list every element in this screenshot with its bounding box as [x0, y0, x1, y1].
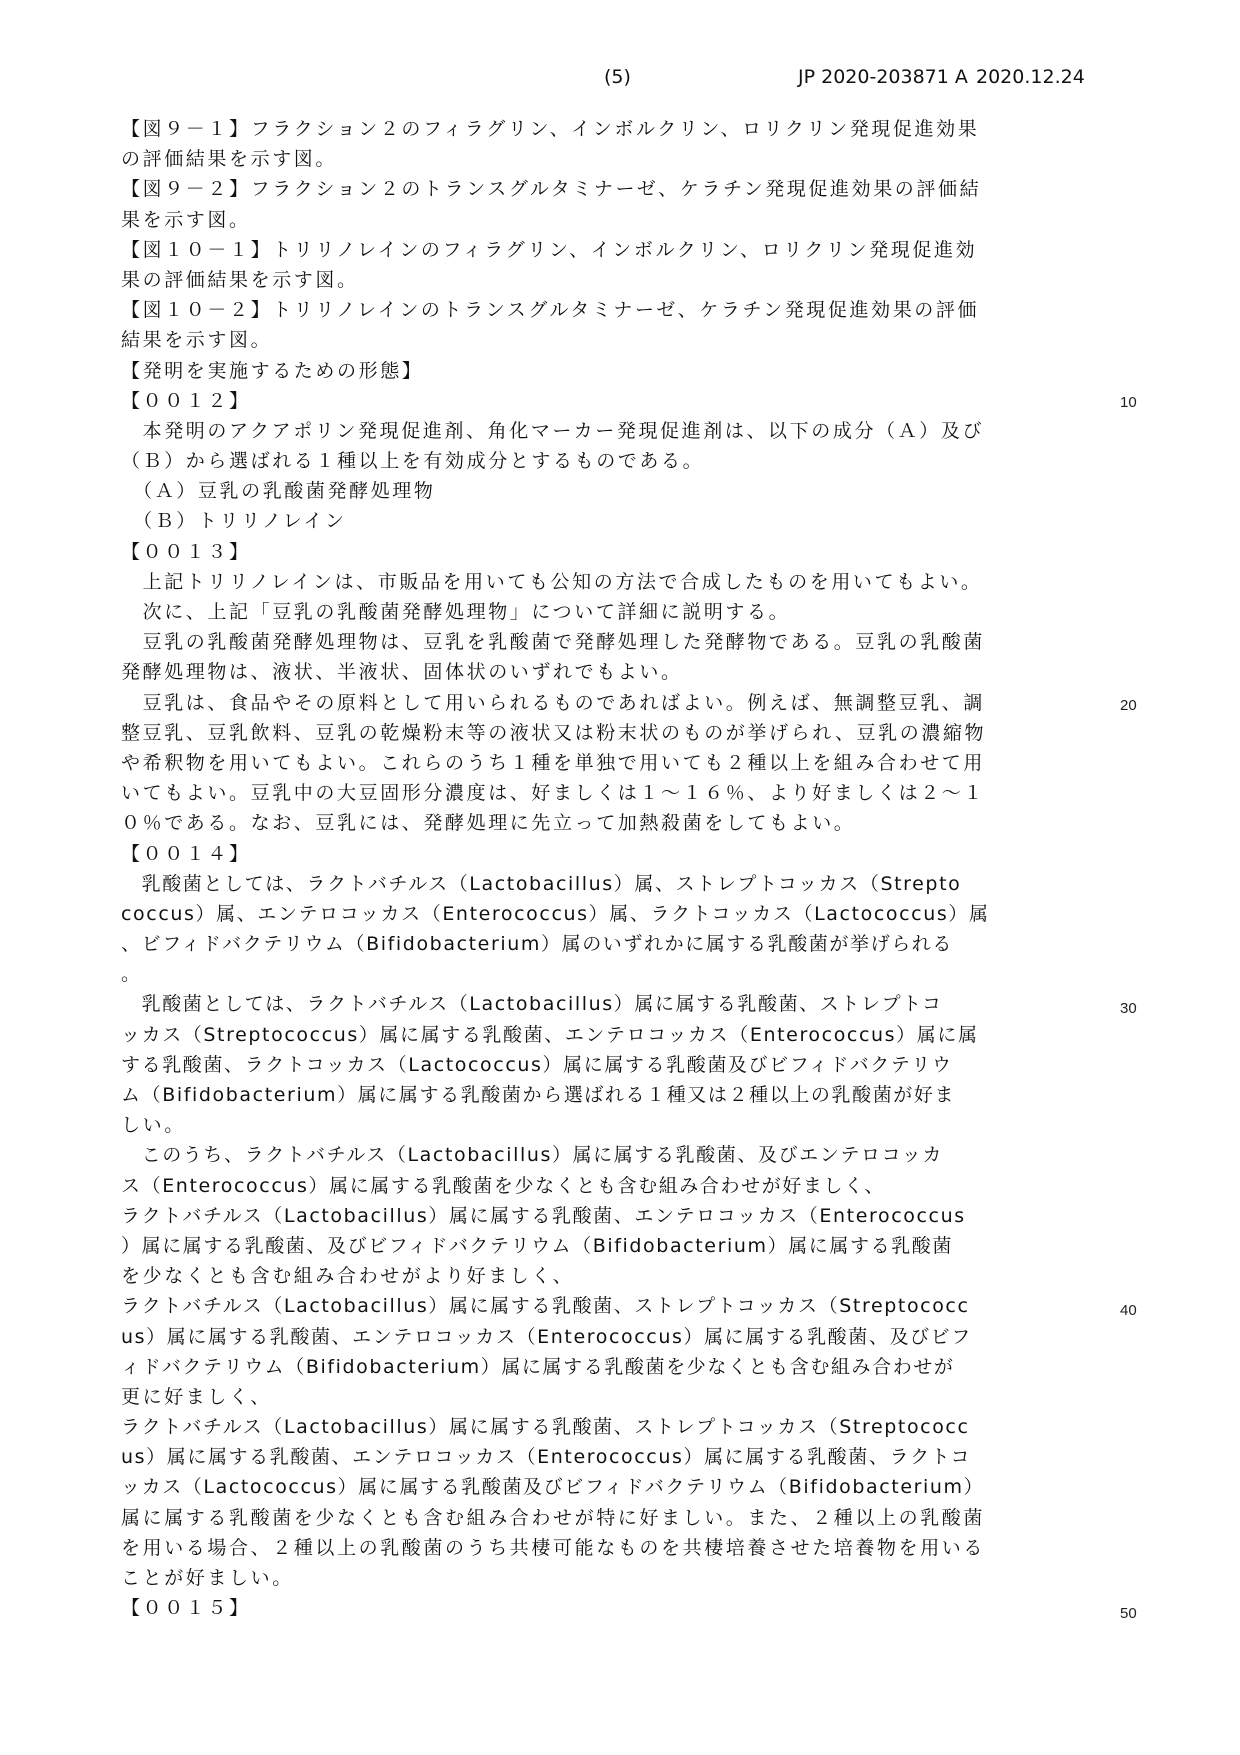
text-line: 乳酸菌としては、ラクトバチルス（Lactobacillus）属に属する乳酸菌、ストレプトコ [121, 993, 943, 1016]
line-number-20: 20 [1120, 697, 1137, 714]
paragraph-number: 【００１５】 [121, 1597, 251, 1620]
publication-date: 2020.12.24 [976, 66, 1085, 88]
line-number-50: 50 [1120, 1605, 1137, 1622]
text-line: 【図９－２】フラクション２のトランスグルタミナーゼ、ケラチン発現促進効果の評価結 [121, 178, 982, 201]
text-line: ム（Bifidobacterium）属に属する乳酸菌から選ばれる１種又は２種以上の乳酸菌が好ま [121, 1084, 956, 1106]
text-line: （Ｂ）トリリノレイン [121, 510, 347, 533]
text-line: 本発明のアクアポリン発現促進剤、角化マーカー発現促進剤は、以下の成分（Ａ）及び [121, 419, 985, 442]
text-line: ）属に属する乳酸菌、及びビフィドバクテリウム（Bifidobacterium）属に属する乳酸菌 [121, 1234, 954, 1257]
text-line: を少なくとも含む組み合わせがより好ましく、 [121, 1265, 575, 1288]
line-number-10: 10 [1120, 394, 1137, 411]
line-number-40: 40 [1120, 1302, 1137, 1319]
paragraph-number: 【００１４】 [121, 842, 251, 865]
text-line: 【図１０－１】トリリノレインのフィラグリン、インボルクリン、ロリクリン発現促進効 [121, 238, 978, 261]
line-number-30: 30 [1120, 1000, 1137, 1017]
text-line: の評価結果を示す図。 [121, 148, 338, 171]
text-line: 次に、上記「豆乳の乳酸菌発酵処理物」について詳細に説明する。 [121, 601, 791, 623]
text-line: 豆乳は、食品やその原料として用いられるものであればよい。例えば、無調整豆乳、調 [121, 691, 986, 714]
text-line: いてもよい。豆乳中の大豆固形分濃度は、好ましくは１～１６％、より好ましくは２～１ [121, 782, 986, 805]
text-line: する乳酸菌、ラクトコッカス（Lactococcus）属に属する乳酸菌及びビフィドバクテリウ [121, 1053, 953, 1076]
text-line: このうち、ラクトバチルス（Lactobacillus）属に属する乳酸菌、及びエンテロコッカ [121, 1144, 943, 1167]
text-line: 整豆乳、豆乳飲料、豆乳の乾燥粉末等の液状又は粉末状のものが挙げられ、豆乳の濃縮物 [121, 721, 987, 744]
text-line: 結果を示す図。 [121, 329, 273, 352]
page-header [0, 66, 1240, 96]
text-line: ラクトバチルス（Lactobacillus）属に属する乳酸菌、ストレプトコッカス（Streptococc [121, 1295, 970, 1318]
text-line: ０％である。なお、豆乳には、発酵処理に先立って加熱殺菌をしてもよい。 [121, 812, 856, 835]
text-line: ィドバクテリウム（Bifidobacterium）属に属する乳酸菌を少なくとも含む組み合わせが [121, 1355, 955, 1378]
text-line: ラクトバチルス（Lactobacillus）属に属する乳酸菌、エンテロコッカス（Enterococcus [121, 1204, 966, 1227]
text-line: 属に属する乳酸菌を少なくとも含む組み合わせが特に好ましい。また、２種以上の乳酸菌 [121, 1506, 986, 1529]
page-number: (5) [604, 66, 631, 88]
text-line: ッカス（Streptococcus）属に属する乳酸菌、エンテロコッカス（Enterococcus）属に属 [121, 1023, 979, 1046]
text-line: 。 [121, 963, 143, 986]
text-line: （Ｂ）から選ばれる１種以上を有効成分とするものである。 [121, 450, 705, 473]
text-line: （Ａ）豆乳の乳酸菌発酵処理物 [121, 480, 436, 503]
section-heading: 【発明を実施するための形態】 [121, 359, 424, 382]
text-line: 【図１０－２】トリリノレインのトランスグルタミナーゼ、ケラチン発現促進効果の評価 [121, 299, 980, 322]
paragraph-number: 【００１２】 [121, 389, 251, 412]
text-line: 上記トリリノレインは、市販品を用いても公知の方法で合成したものを用いてもよい。 [121, 570, 983, 593]
text-line: 更に好ましく、 [121, 1385, 272, 1408]
document-body [121, 114, 1081, 1623]
text-line: を用いる場合、２種以上の乳酸菌のうち共棲可能なものを共棲培養させた培養物を用いる [121, 1536, 986, 1559]
text-line: 果を示す図。 [121, 208, 251, 231]
text-line: us）属に属する乳酸菌、エンテロコッカス（Enterococcus）属に属する乳酸菌、ラクトコ [121, 1446, 972, 1469]
text-line: 乳酸菌としては、ラクトバチルス（Lactobacillus）属、ストレプトコッカス（Strepto [121, 872, 962, 895]
paragraph-number: 【００１３】 [121, 540, 251, 563]
publication-id: JP 2020-203871 A [798, 66, 968, 88]
text-line: や希釈物を用いてもよい。これらのうち１種を単独で用いても２種以上を組み合わせて用 [121, 751, 986, 774]
text-line: coccus）属、エンテロコッカス（Enterococcus）属、ラクトコッカス（Lactococcus）属 [121, 902, 990, 925]
text-line: ラクトバチルス（Lactobacillus）属に属する乳酸菌、ストレプトコッカス（Streptococc [121, 1416, 970, 1439]
margin-line-numbers [1120, 0, 1180, 1755]
text-line: ことが好ましい。 [121, 1567, 294, 1589]
text-line: us）属に属する乳酸菌、エンテロコッカス（Enterococcus）属に属する乳酸菌、及びビフ [121, 1325, 972, 1348]
text-line: 、ビフィドバクテリウム（Bifidobacterium）属のいずれかに属する乳酸菌が挙げられる [121, 933, 954, 956]
text-line: ス（Enterococcus）属に属する乳酸菌を少なくとも含む組み合わせが好ましく、 [121, 1174, 885, 1197]
text-line: しい。 [121, 1114, 186, 1137]
text-line: ッカス（Lactococcus）属に属する乳酸菌及びビフィドバクテリウム（Bifidobacterium） [121, 1476, 985, 1499]
text-line: 【図９－１】フラクション２のフィラグリン、インボルクリン、ロリクリン発現促進効果 [121, 118, 980, 140]
text-line: 発酵処理物は、液状、半液状、固体状のいずれでもよい。 [121, 661, 683, 684]
text-line: 豆乳の乳酸菌発酵処理物は、豆乳を乳酸菌で発酵処理した発酵物である。豆乳の乳酸菌 [121, 631, 986, 654]
text-line: 果の評価結果を示す図。 [121, 268, 359, 291]
